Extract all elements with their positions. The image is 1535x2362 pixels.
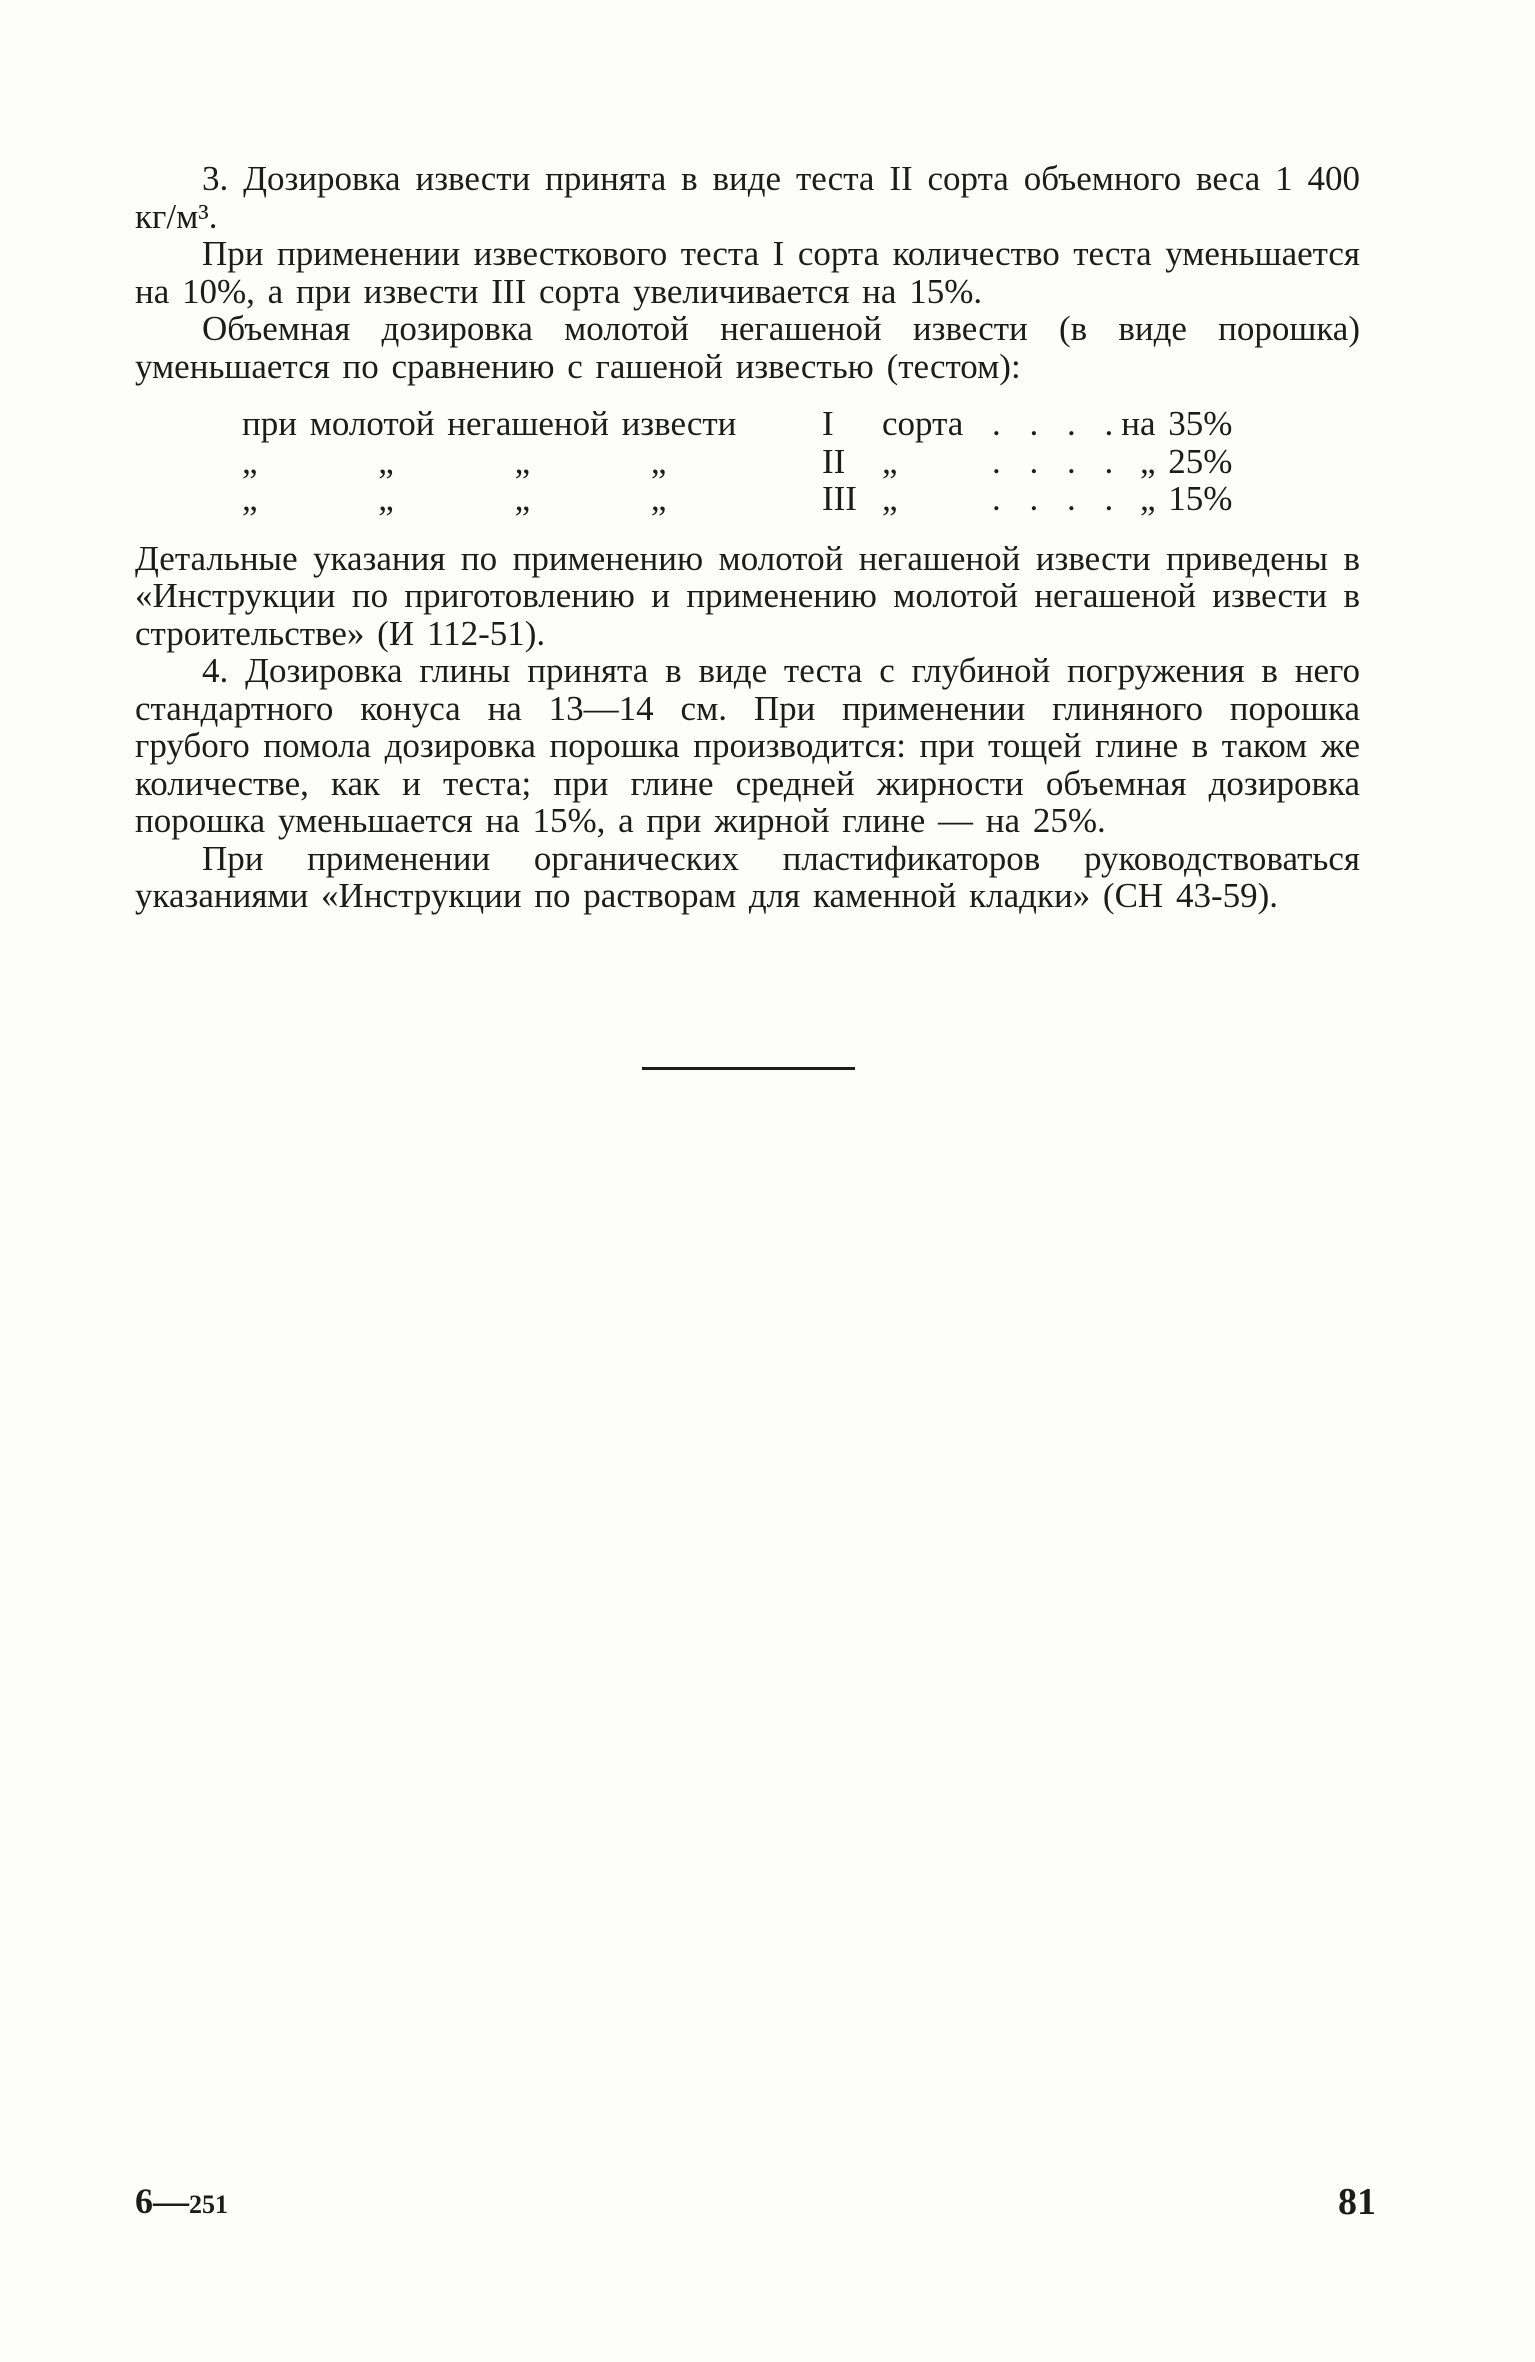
row-label: „ „ „ „ bbox=[242, 479, 667, 518]
paragraph-lime-dosage: 3. Дозировка извести принята в виде теста II сорта объемного веса 1 400 кг/м³. bbox=[135, 159, 1360, 236]
table-row bbox=[242, 443, 1232, 481]
row-unit: сорта bbox=[882, 404, 964, 443]
paragraph-clay-dosage: 4. Дозировка глины принята в виде теста с глубиной погружения в него стандартного конуса на 13—14 см. При применении глиняного порошка грубого помола дозировка порошка производится: при тощей глине в таком же количестве, как и теста; при глине средней жирности объемная дозировка порошка уменьшается на 15%, а при жирной глине — на 25%. bbox=[135, 651, 1360, 840]
paragraph-lime-grade-adjustment: При применении известкового теста I сорта количество теста уменьшается на 10%, а при извести III сорта увеличивается на 15%. bbox=[135, 234, 1360, 311]
row-value: „ 25% bbox=[1139, 441, 1233, 481]
row-label: „ „ „ „ bbox=[242, 441, 667, 481]
row-grade: III bbox=[822, 479, 857, 518]
paragraph-quicklime-intro: Объемная дозировка молотой негашеной извести (в виде порошка) уменьшается по сравнению с гашеной известью (тестом): bbox=[135, 309, 1360, 386]
row-label: при молотой негашеной извести bbox=[242, 404, 737, 443]
printer-signature bbox=[135, 2180, 228, 2222]
signature-number: 6— bbox=[135, 2181, 189, 2221]
row-unit: „ bbox=[882, 479, 898, 518]
row-dots: . . . . bbox=[992, 441, 1122, 481]
section-divider bbox=[642, 1067, 855, 1070]
paragraph-quicklime-instructions: Детальные указания по применению молотой негашеной извести приведены в «Инструкции по приготовлению и применению молотой негашеной извести в строительстве» (И 112-51). bbox=[135, 538, 1360, 653]
row-grade: I bbox=[822, 404, 834, 443]
row-dots: . . . . bbox=[992, 479, 1122, 518]
row-dots: . . . . bbox=[992, 404, 1122, 443]
row-unit: „ bbox=[882, 441, 898, 481]
main-text bbox=[135, 160, 1360, 915]
table-row bbox=[242, 405, 1232, 443]
page-number: 81 bbox=[1338, 2181, 1376, 2223]
row-value: на 35% bbox=[1121, 404, 1233, 443]
paragraph-organic-plasticizers: При применении органических пластификаторов руководствоваться указаниями «Инструкции по растворам для каменной кладки» (СН 43-59). bbox=[135, 838, 1360, 915]
quicklime-reduction-table bbox=[242, 405, 1232, 518]
signature-sheet: 251 bbox=[189, 2190, 228, 2219]
row-grade: II bbox=[822, 441, 846, 481]
row-value: „ 15% bbox=[1139, 479, 1233, 518]
table-row bbox=[242, 480, 1232, 518]
